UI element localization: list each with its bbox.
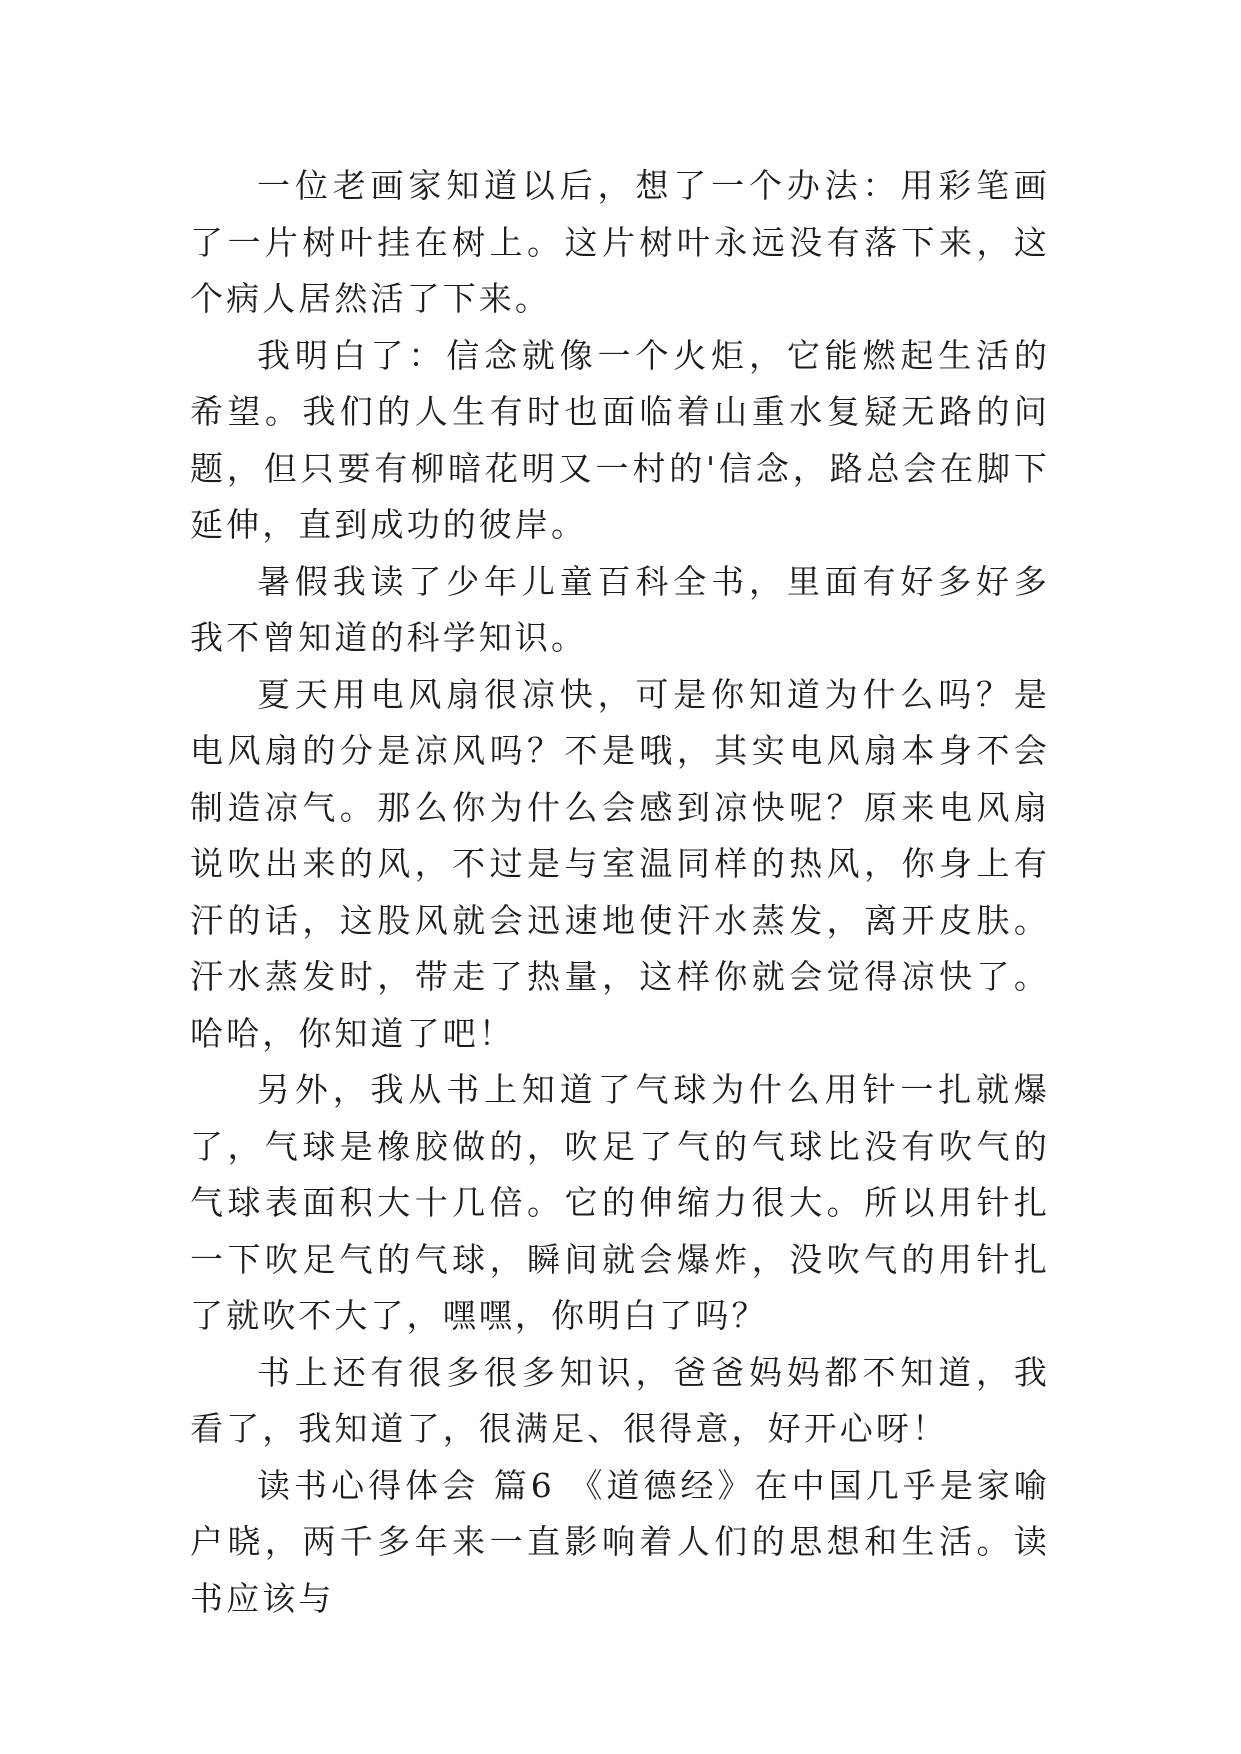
document-body <box>190 158 1050 1627</box>
paragraph-electric-fan: 夏天用电风扇很凉快，可是你知道为什么吗？是电风扇的分是凉风吗？不是哦，其实电风扇本身不会制造凉气。那么你为什么会感到凉快呢？原来电风扇说吹出来的风，不过是与室温同样的热风，你身上有汗的话，这股风就会迅速地使汗水蒸发，离开皮肤。汗水蒸发时，带走了热量，这样你就会觉得凉快了。哈哈，你知道了吧！ <box>190 674 1050 1053</box>
paragraph-encyclopedia: 暑假我读了少年儿童百科全书，里面有好多好多我不曾知道的科学知识。 <box>190 561 1050 657</box>
paragraph-happy: 书上还有很多很多知识，爸爸妈妈都不知道，我看了，我知道了，很满足、很得意，好开心呀！ <box>190 1352 1050 1448</box>
paragraph-balloon: 另外，我从书上知道了气球为什么用针一扎就爆了，气球是橡胶做的，吹足了气的气球比没有吹气的气球表面积大十几倍。它的伸缩力很大。所以用针扎一下吹足气的气球，瞬间就会爆炸，没吹气的用针扎了就吹不大了，嘿嘿，你明白了吗？ <box>190 1070 1050 1335</box>
paragraph-old-painter: 一位老画家知道以后，想了一个办法：用彩笔画了一片树叶挂在树上。这片树叶永远没有落下来，这个病人居然活了下来。 <box>190 166 1050 318</box>
paragraph-section-6: 读书心得体会 篇6 《道德经》在中国几乎是家喻户晓，两千多年来一直影响着人们的思想和生活。读书应该与 <box>190 1465 1050 1618</box>
paragraph-belief-torch: 我明白了：信念就像一个火炬，它能燃起生活的希望。我们的人生有时也面临着山重水复疑无路的问题，但只要有柳暗花明又一村的'信念，路总会在脚下延伸，直到成功的彼岸。 <box>190 335 1050 544</box>
